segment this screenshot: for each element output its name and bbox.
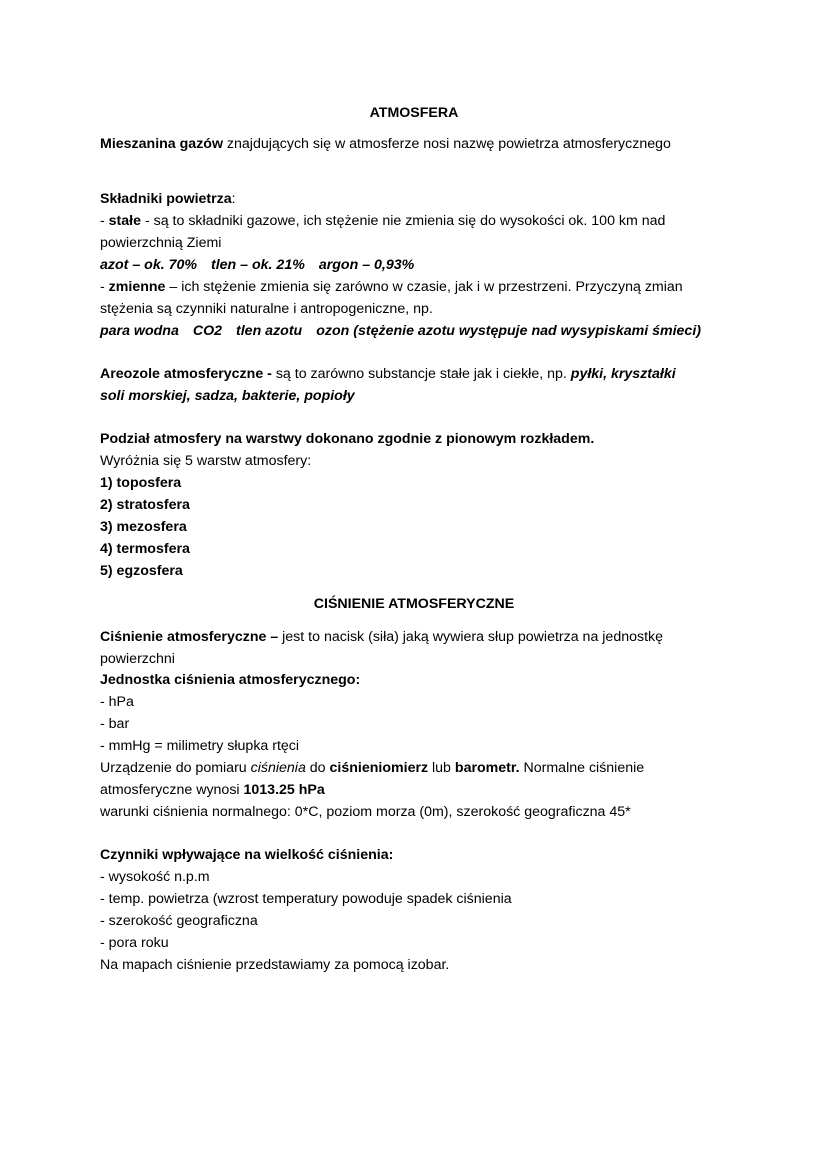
list-item: - bar [100, 716, 130, 732]
warstwy-heading: Podział atmosfery na warstwy dokonano zgodnie z pionowym rozkładem. [100, 431, 595, 447]
skladniki-heading: Składniki powietrza: [100, 191, 236, 207]
device-line: Urządzenie do pomiaru ciśnienia do ciśnieniomierz lub barometr. Normalne ciśnienie [100, 760, 645, 776]
list-item: - mmHg = milimetry słupka rtęci [100, 738, 300, 754]
maps-line: Na mapach ciśnienie przedstawiamy za pomocą izobar. [100, 957, 450, 973]
list-item: 3) mezosfera [100, 519, 187, 535]
list-item: - szerokość geograficzna [100, 913, 258, 929]
factors-heading: Czynniki wpływające na wielkość ciśnienia: [100, 847, 394, 863]
page-title: ATMOSFERA [369, 105, 459, 121]
warstwy-sub: Wyróżnia się 5 warstw atmosfery: [100, 453, 312, 469]
zmienne-items: para wodna CO2 tlen azotu ozon (stężenie azotu występuje nad wysypiskami śmieci) [100, 323, 701, 339]
zmienne-line: - zmienne – ich stężenie zmienia się zarówno w czasie, jak i w przestrzeni. Przyczyną zmian [100, 279, 683, 295]
cisnienie-definition-cont: powierzchni [100, 651, 175, 667]
cisnienie-definition: Ciśnienie atmosferyczne – jest to nacisk (siła) jaką wywiera słup powietrza na jednostkę [100, 629, 664, 645]
conditions-line: warunki ciśnienia normalnego: 0*C, poziom morza (0m), szerokość geograficzna 45* [100, 804, 631, 820]
areozole-paragraph: Areozole atmosferyczne - są to zarówno substancje stałe jak i ciekłe, np. pyłki, kryształki [100, 366, 676, 382]
normal-pressure-line: atmosferyczne wynosi 1013.25 hPa [100, 782, 325, 798]
stale-line: - stałe - są to składniki gazowe, ich stężenie nie zmienia się do wysokości ok. 100 km nad [100, 213, 666, 229]
list-item: 1) toposfera [100, 475, 182, 491]
stale-line-cont: powierzchnią Ziemi [100, 235, 222, 251]
intro-paragraph: Mieszanina gazów znajdujących się w atmosferze nosi nazwę powietrza atmosferycznego [100, 136, 671, 152]
list-item: - hPa [100, 694, 134, 710]
list-item: - pora roku [100, 935, 169, 951]
section-title: CIŚNIENIE ATMOSFERYCZNE [313, 596, 515, 612]
list-item: - temp. powietrza (wzrost temperatury powoduje spadek ciśnienia [100, 891, 512, 907]
areozole-items: soli morskiej, sadza, bakterie, popioły [100, 388, 355, 404]
list-item: - wysokość n.p.m [100, 869, 210, 885]
units-heading: Jednostka ciśnienia atmosferycznego: [100, 672, 361, 688]
list-item: 4) termosfera [100, 541, 190, 557]
list-item: 2) stratosfera [100, 497, 190, 513]
stale-items: azot – ok. 70% tlen – ok. 21% argon – 0,93% [100, 257, 415, 273]
list-item: 5) egzosfera [100, 563, 183, 579]
zmienne-line-cont: stężenia są czynniki naturalne i antropogeniczne, np. [100, 301, 433, 317]
